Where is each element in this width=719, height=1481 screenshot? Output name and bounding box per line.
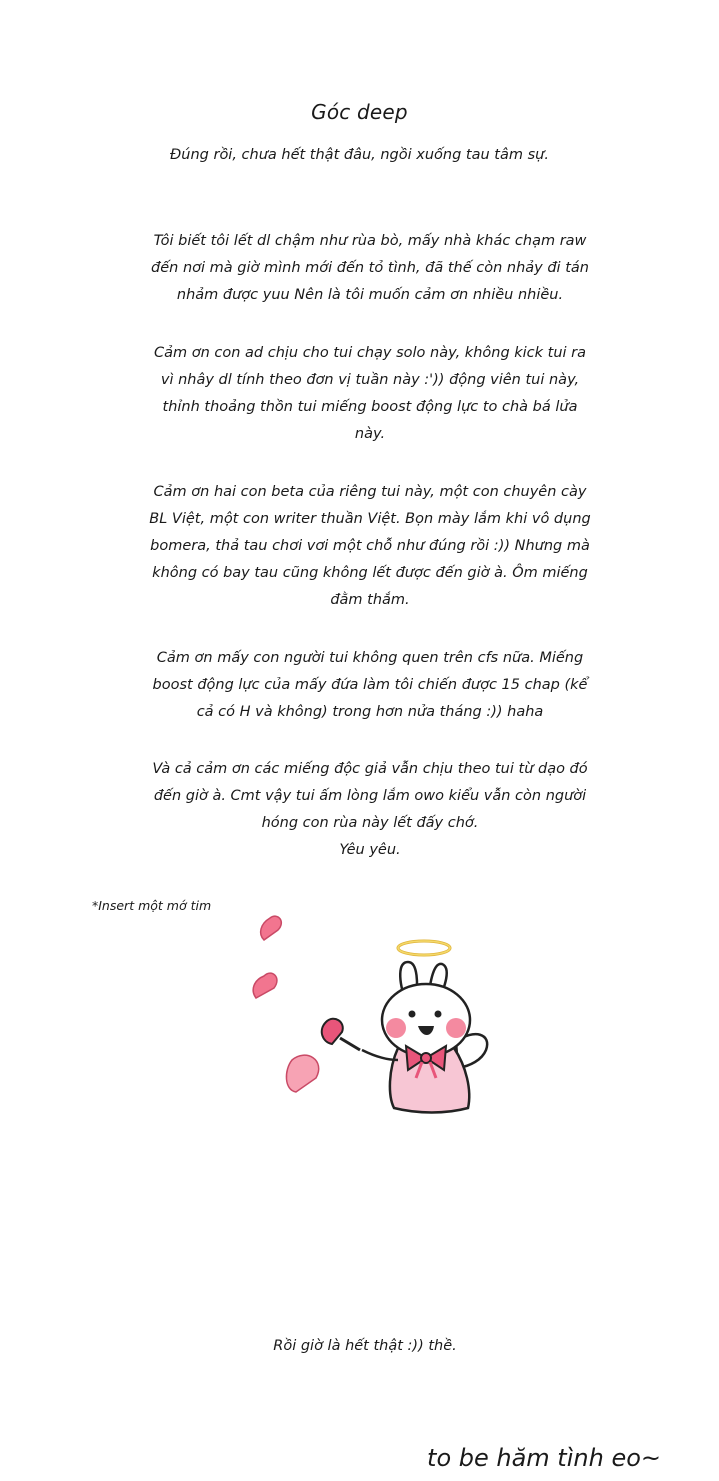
text-line: hóng con rùa này lết đấy chớ.	[261, 815, 479, 831]
text-line: Và cả cảm ơn các miếng độc giả vẫn chịu theo tui từ dạo đó	[152, 761, 588, 777]
angel-bunny-icon	[248, 910, 498, 1120]
text-line: cả có H và không) trong hơn nửa tháng :)) haha	[196, 704, 544, 720]
page-subtitle: Đúng rồi, chưa hết thật đâu, ngồi xuống tau tâm sự.	[170, 147, 549, 163]
text-line: Cảm ơn hai con beta của riêng tui này, một con chuyên cày	[153, 484, 587, 500]
text-line: đến giờ à. Cmt vậy tui ấm lòng lắm owo kiểu vẫn còn người	[153, 788, 587, 804]
page-title: Góc deep	[311, 100, 408, 124]
paragraph-5	[120, 756, 620, 864]
text-line: này.	[354, 426, 386, 442]
insert-note: *Insert một mớ tim	[92, 898, 212, 913]
text-line: đằm thắm.	[330, 592, 410, 608]
text-line: Cảm ơn con ad chịu cho tui chạy solo này, không kick tui ra	[153, 345, 587, 361]
paragraph-3	[120, 479, 620, 614]
closing-line: Rồi giờ là hết thật :)) thề.	[273, 1338, 457, 1354]
text-line: Cảm ơn mấy con người tui không quen trên cfs nữa. Miếng	[156, 650, 584, 666]
text-line: không có bay tau cũng không lết được đến giờ à. Ôm miếng	[152, 565, 588, 581]
text-line: boost động lực của mấy đứa làm tôi chiến được 15 chap (kể	[152, 677, 588, 693]
text-line: Yêu yêu.	[339, 842, 401, 858]
text-line: vì nhây dl tính theo đơn vị tuần này :')) động viên tui này,	[160, 372, 580, 388]
heart-icon	[286, 1055, 318, 1092]
paragraph-2	[120, 340, 620, 448]
signoff-text: to be hăm tình eo~	[427, 1444, 661, 1472]
paragraph-4	[120, 645, 620, 726]
heart-wand-icon	[322, 1019, 343, 1044]
text-line: BL Việt, một con writer thuần Việt. Bọn mày lắm khi vô dụng	[149, 511, 591, 527]
text-line: đến nơi mà giờ mình mới đến tỏ tình, đã thế còn nhảy đi tán	[151, 260, 589, 276]
heart-icon	[261, 916, 282, 940]
paragraph-1	[120, 228, 620, 309]
text-line: thỉnh thoảng thồn tui miếng boost động lực to chà bá lửa	[162, 399, 578, 415]
text-line: bomera, thả tau chơi vơi một chỗ như đúng rồi :)) Nhưng mà	[150, 538, 590, 554]
text-line: Tôi biết tôi lết dl chậm như rùa bò, mấy nhà khác chạm raw	[153, 233, 587, 249]
text-line: nhảm được yuu Nên là tôi muốn cảm ơn nhiều nhiều.	[176, 287, 564, 303]
heart-icon	[253, 973, 277, 998]
